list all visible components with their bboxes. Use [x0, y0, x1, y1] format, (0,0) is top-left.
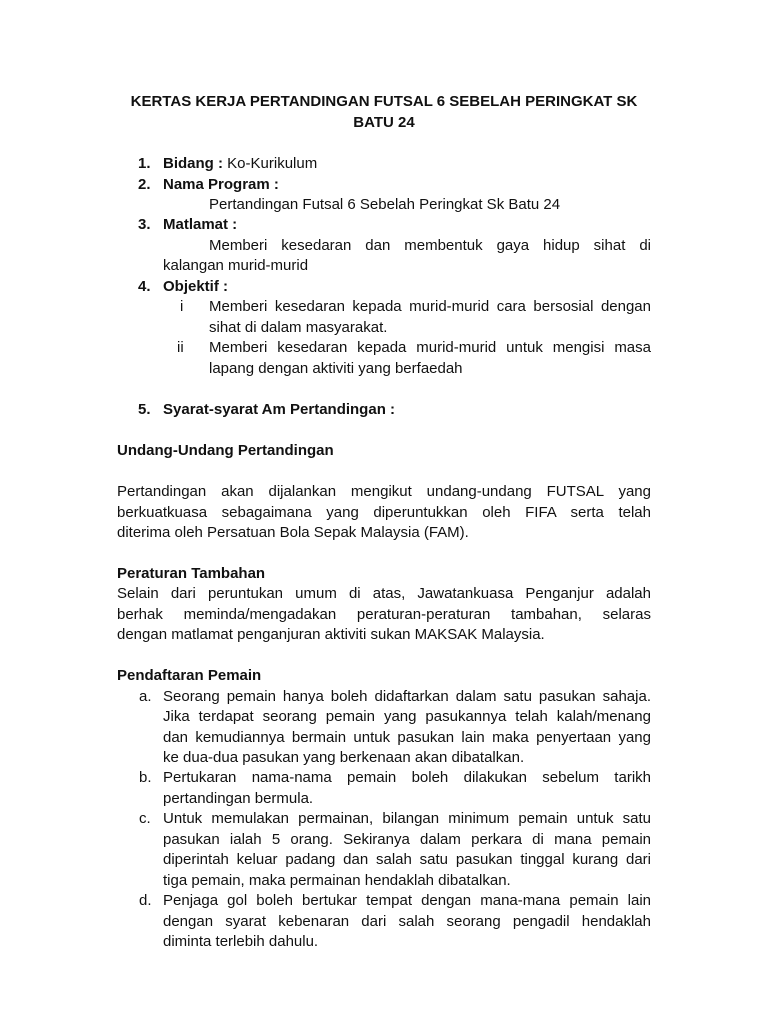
paragraph-line: Pertandingan akan dijalankan mengikut undang-undang FUTSAL yang	[117, 483, 651, 500]
list-item-line: diminta terlebih dahulu.	[163, 933, 319, 950]
list-item-line: Jika terdapat seorang pemain yang pasukannya telah kalah/menang	[163, 708, 651, 725]
list-marker: b.	[139, 769, 152, 786]
list-marker: c.	[139, 810, 151, 827]
list-item-line: dengan syarat kebenaran dari salah seorang pengadil hendaklah	[163, 913, 651, 930]
item-label: Syarat-syarat Am Pertandingan :	[163, 401, 396, 418]
item-label: Bidang :	[163, 155, 223, 172]
list-marker: a.	[139, 688, 152, 705]
list-item-line: Untuk memulakan permainan, bilangan minimum pemain untuk satu	[163, 810, 651, 827]
list-item-line: pasukan ialah 5 orang. Sekiranya dalam perkara di mana pemain	[163, 831, 651, 848]
sub-item-text: Memberi kesedaran kepada murid-murid untuk mengisi masa	[209, 339, 651, 356]
sub-item-marker: i	[180, 298, 184, 315]
paragraph-line: dengan matlamat penganjuran aktiviti sukan MAKSAK Malaysia.	[117, 626, 545, 643]
item-label: Objektif :	[163, 278, 229, 295]
item-bidang	[163, 154, 317, 175]
item-label: Nama Program :	[163, 176, 279, 193]
section-heading: Peraturan Tambahan	[117, 565, 266, 582]
paragraph-line: diterima oleh Persatuan Bola Sepak Malaysia (FAM).	[117, 524, 469, 541]
item-number: 1.	[138, 155, 151, 172]
sub-item-text: lapang dengan aktiviti yang berfaedah	[209, 360, 463, 377]
list-item-line: diperintah keluar padang dan salah satu pasukan tinggal kurang dari	[163, 851, 651, 868]
item-value: Ko-Kurikulum	[227, 155, 318, 172]
list-item-line: tiga pemain, maka permainan hendaklah dibatalkan.	[163, 872, 511, 889]
list-item-line: pertandingan bermula.	[163, 790, 314, 807]
list-item-line: Penjaga gol boleh bertukar tempat dengan mana-mana pemain lain	[163, 892, 651, 909]
item-label: Matlamat :	[163, 216, 238, 233]
paragraph-line: berkuatkuasa sebagaimana yang diperuntukkan oleh FIFA serta telah	[117, 504, 651, 521]
item-number: 3.	[138, 216, 151, 233]
list-item-line: Seorang pemain hanya boleh didaftarkan dalam satu pasukan sahaja.	[163, 688, 651, 705]
section-heading: Undang-Undang Pertandingan	[117, 442, 334, 459]
item-number: 2.	[138, 176, 151, 193]
sub-item-text: sihat di dalam masyarakat.	[209, 319, 388, 336]
list-item-line: dan kemudiannya bermain untuk pasukan lain maka penyertaan yang	[163, 729, 651, 746]
list-item-line: ke dua-dua pasukan yang berkenaan akan dibatalkan.	[163, 749, 525, 766]
item-text: kalangan murid-murid	[163, 257, 309, 274]
sub-item-marker: ii	[177, 339, 184, 356]
item-number: 5.	[138, 401, 151, 418]
list-marker: d.	[139, 892, 152, 909]
paragraph-line: berhak meminda/mengadakan peraturan-peraturan tambahan, selaras	[117, 606, 651, 623]
item-text: Memberi kesedaran dan membentuk gaya hidup sihat di	[209, 237, 651, 254]
item-value: Pertandingan Futsal 6 Sebelah Peringkat Sk Batu 24	[209, 196, 561, 213]
sub-item-text: Memberi kesedaran kepada murid-murid cara bersosial dengan	[209, 298, 651, 315]
paragraph-line: Selain dari peruntukan umum di atas, Jawatankuasa Penganjur adalah	[117, 585, 651, 602]
item-number: 4.	[138, 278, 151, 295]
list-item-line: Pertukaran nama-nama pemain boleh dilakukan sebelum tarikh	[163, 769, 651, 786]
document-title-line2: BATU 24	[353, 114, 415, 131]
document-title-line1: KERTAS KERJA PERTANDINGAN FUTSAL 6 SEBELAH PERINGKAT SK	[130, 93, 638, 110]
section-heading: Pendaftaran Pemain	[117, 667, 262, 684]
